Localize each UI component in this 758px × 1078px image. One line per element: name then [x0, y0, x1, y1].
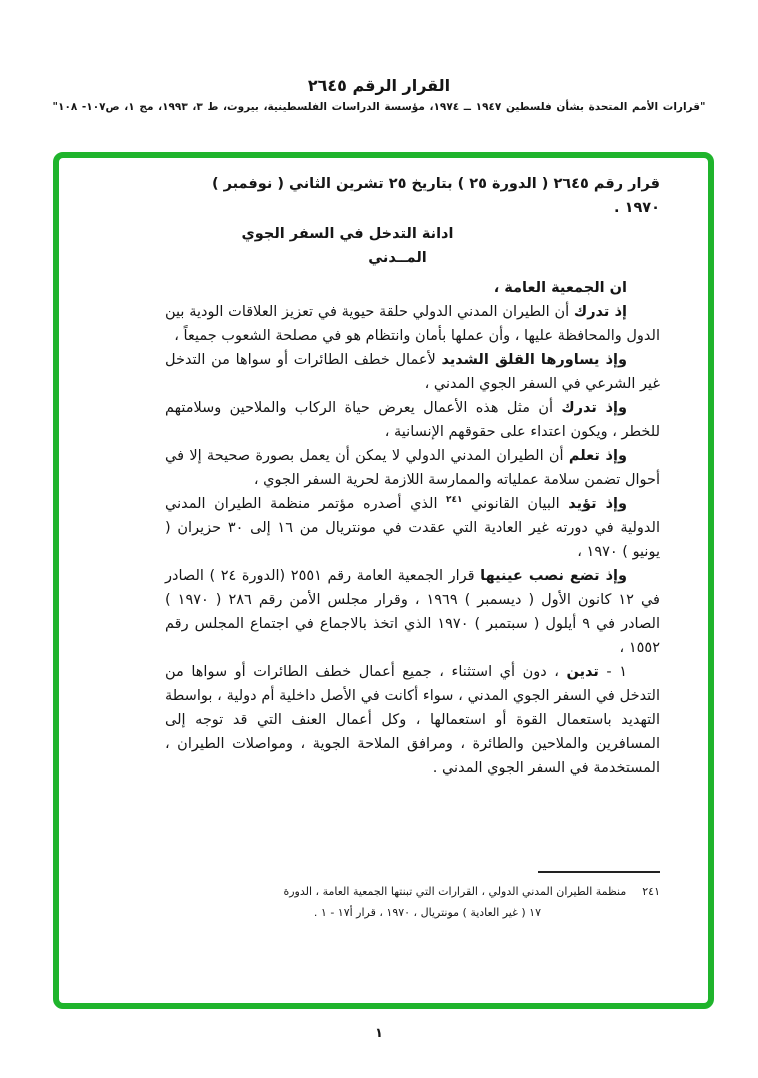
- preamble-paragraph-6: [165, 564, 660, 660]
- footnote-reference-mark: ٢٤١: [446, 495, 463, 506]
- footnote-number: ٢٤١: [642, 885, 660, 898]
- resolution-body: [165, 172, 660, 780]
- paragraph-text: قرار الجمعية العامة رقم ٢٥٥١ (الدورة ٢٤ ) الصادر في ١٢ كانون الأول ( ديسمبر ) ١٩٦٩ ، وقرار مجلس الأمن رقم ٢٨٦ ( ١٩٧٠ ) الصادر في ٩ أيلول ( سبتمبر ) ١٩٧٠ الذي اتخذ بالاجماع في اجتماع المجلس رقم ١٥٥٢ ،: [165, 568, 660, 656]
- subject-heading-line2: المــدني: [368, 250, 427, 266]
- source-citation: "قرارات الأمم المتحدة بشأن فلسطين ١٩٤٧ ــ ١٩٧٤، مؤسسة الدراسات الفلسطينية، بيروت، ط ٣، ١٩٩٣، مج ١، ص١٠٧- ١٠٨": [52, 101, 706, 113]
- assembly-opening: ان الجمعية العامة ،: [493, 280, 627, 296]
- paragraph-lead: إذ تدرك: [573, 304, 627, 320]
- preamble-paragraph-5: [165, 492, 660, 564]
- footnote-line-1: [159, 881, 660, 902]
- resolution-heading-line2: [165, 196, 660, 220]
- resolution-heading-line1: قرار رقم ٢٦٤٥ ( الدورة ٢٥ ) بتاريخ ٢٥ تشرين الثاني ( نوفمبر ): [211, 176, 660, 192]
- paragraph-lead: وإذ تدرك: [561, 400, 627, 416]
- preamble-paragraph-4: [165, 444, 660, 492]
- page-title: القرار الرقم ٢٦٤٥: [307, 76, 451, 95]
- paragraph-text: أن مثل هذه الأعمال يعرض حياة الركاب والملاحين وسلامتهم للخطر ، ويكون اعتداء على حقوقهم الإنسانية ،: [165, 400, 660, 440]
- paragraph-lead: وإذ تضع نصب عينيها: [480, 568, 628, 584]
- paragraph-text: أن الطيران المدني الدولي لا يمكن أن يعمل بصورة صحيحة إلا في أحوال تضمن سلامة عملياته والممارسة اللازمة لحرية السفر الجوي ،: [165, 448, 660, 488]
- operative-paragraph-1: [165, 660, 660, 780]
- preamble-paragraph-2: [165, 348, 660, 396]
- preamble-paragraph-1: [165, 300, 660, 348]
- resolution-year: ١٩٧٠ .: [614, 200, 660, 216]
- footnote-line-2: ١٧ ( غير العادية ) مونتريال ، ١٩٧٠ ، قرار أ١٧ - ١ .: [313, 906, 541, 919]
- paragraph-lead: تدين: [566, 664, 599, 680]
- paragraph-lead: وإذ تعلم: [568, 448, 627, 464]
- paragraph-lead: وإذ تؤيد: [568, 496, 627, 512]
- paragraph-number: ١ -: [598, 664, 627, 680]
- footnote-divider: [538, 871, 660, 873]
- paragraph-text: البيان القانوني: [462, 496, 569, 512]
- paragraph-text: ، دون أي استثناء ، جميع أعمال خطف الطائرات أو سواها من التدخل في السفر الجوي المدني ، سواء أكانت في الأصل داخلية أم دولية ، بواسطة التهديد باستعمال القوة أو استعمالها ، وكل أعمال العنف التي قد توجه إلى المسافرين والملاحين والطائرة ، ومرافق الملاحة الجوية ، ومواصلات الطيران ، المستخدمة في السفر الجوي المدني .: [165, 664, 660, 776]
- resolution-frame: [53, 152, 714, 1009]
- subject-heading-line1: ادانة التدخل في السفر الجوي: [241, 226, 454, 242]
- footnote-text: منظمة الطيران المدني الدولي ، القرارات التي تبنتها الجمعية العامة ، الدورة: [283, 885, 627, 898]
- page-number: ١: [375, 1026, 383, 1041]
- paragraph-text: أن الطيران المدني الدولي حلقة حيوية في تعزيز العلاقات الودية بين الدول والمحافظة عليها ، وأن عملها بأمان وانتظام هو في مصلحة الشعوب جميعاً ،: [165, 304, 660, 344]
- paragraph-text: الذي أصدره مؤتمر منظمة الطيران المدني الدولية في دورته غير العادية التي عقدت في مونتريال من ١٦ إلى ٣٠ حزيران ( يونيو ) ١٩٧٠ ،: [165, 496, 660, 560]
- paragraph-lead: وإذ يساورها القلق الشديد: [441, 352, 628, 368]
- footnote: [159, 871, 660, 923]
- preamble-paragraph-3: [165, 396, 660, 444]
- paragraph-text: لأعمال خطف الطائرات أو سواها من التدخل غير الشرعي في السفر الجوي المدني ،: [165, 352, 660, 392]
